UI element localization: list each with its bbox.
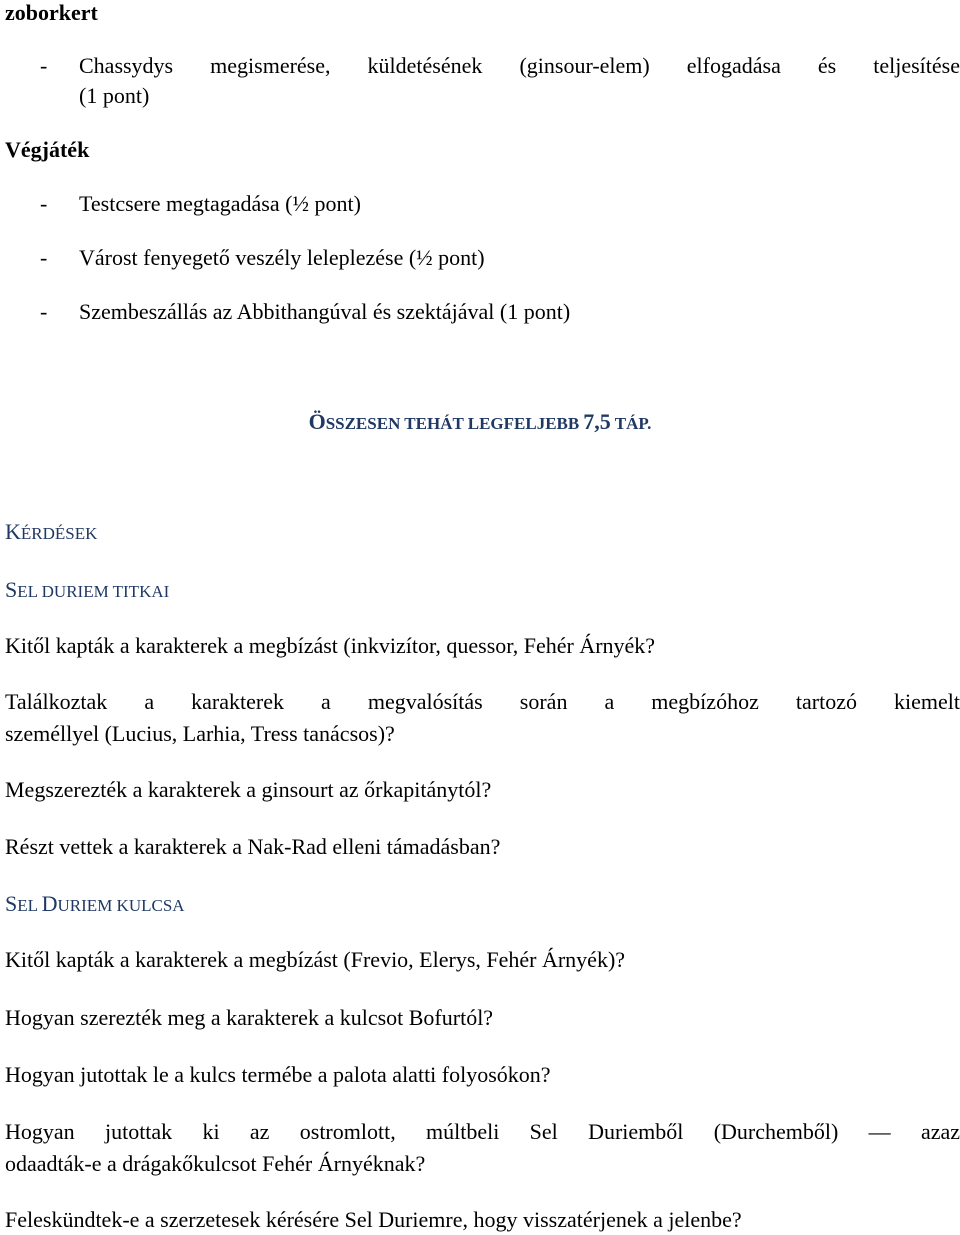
summary-number: 7,5 <box>583 409 611 434</box>
heading-initial: K <box>5 519 21 544</box>
list-item-endgame: Várost fenyegető veszély leleplezése (½ pont) <box>79 245 485 270</box>
list-item-endgame: Testcsere megtagadása (½ pont) <box>79 191 361 216</box>
summary-text: SSZESEN TEHÁT LEGFELJEBB <box>325 414 580 433</box>
list-dash: - <box>40 299 48 324</box>
heading-text: ÉRDÉSEK <box>20 524 98 543</box>
subheading-initial: D <box>41 891 58 916</box>
list-item-endgame: Szembeszállás az Abbithangúval és szektájával (1 pont) <box>79 299 571 324</box>
list-dash: - <box>40 191 48 216</box>
question-item-cont: személlyel (Lucius, Larhia, Tress tanácsos)? <box>5 721 395 746</box>
list-dash: - <box>40 245 48 270</box>
question-item: Feleskündtek-e a szerzetesek kérésére Sel Duriemre, hogy visszatérjenek a jelenbe? <box>5 1207 742 1232</box>
section-heading-zoborkert: zoborkert <box>5 0 98 25</box>
question-item: Részt vettek a karakterek a Nak-Rad elleni támadásban? <box>5 834 501 859</box>
subheading-initial: S <box>5 891 18 916</box>
subheading-text: EL DURIEM TITKAI <box>17 582 170 601</box>
question-item: Megszerezték a karakterek a ginsourt az őrkapitánytól? <box>5 777 492 802</box>
summary-initial: Ö <box>308 409 326 434</box>
question-item: Találkoztak a karakterek a megvalósítás során a megbízóhoz tartozó kiemelt <box>5 689 960 714</box>
subheading-sel-duriem-kulcsa <box>5 891 185 920</box>
question-item: Hogyan jutottak le a kulcs termébe a palota alatti folyosókon? <box>5 1062 551 1087</box>
subheading-sel-duriem-titkai <box>5 577 169 606</box>
question-item: Kitől kapták a karakterek a megbízást (Frevio, Elerys, Fehér Árnyék)? <box>5 947 626 972</box>
question-item: Hogyan szerezték meg a karakterek a kulcsot Bofurtól? <box>5 1005 494 1030</box>
subheading-text: EL <box>17 896 42 915</box>
subheading-initial: S <box>5 577 18 602</box>
summary-total <box>0 409 960 438</box>
questions-heading <box>5 519 97 548</box>
list-dash: - <box>40 53 48 78</box>
question-item: Hogyan jutottak ki az ostromlott, múltbeli Sel Duriemből (Durchemből) — azaz <box>5 1119 960 1144</box>
list-item-chassydys: Chassydys megismerése, küldetésének (ginsour-elem) elfogadása és teljesítése <box>79 53 960 78</box>
subheading-text: URIEM KULCSA <box>57 896 185 915</box>
section-heading-vegjatek: Végjáték <box>5 137 90 162</box>
list-item-chassydys-cont: (1 pont) <box>79 83 150 108</box>
question-item-cont: odaadták-e a drágakőkulcsot Fehér Árnyéknak? <box>5 1151 426 1176</box>
question-item: Kitől kapták a karakterek a megbízást (inkvizítor, quessor, Fehér Árnyék? <box>5 633 656 658</box>
summary-unit: TÁP. <box>614 414 652 433</box>
